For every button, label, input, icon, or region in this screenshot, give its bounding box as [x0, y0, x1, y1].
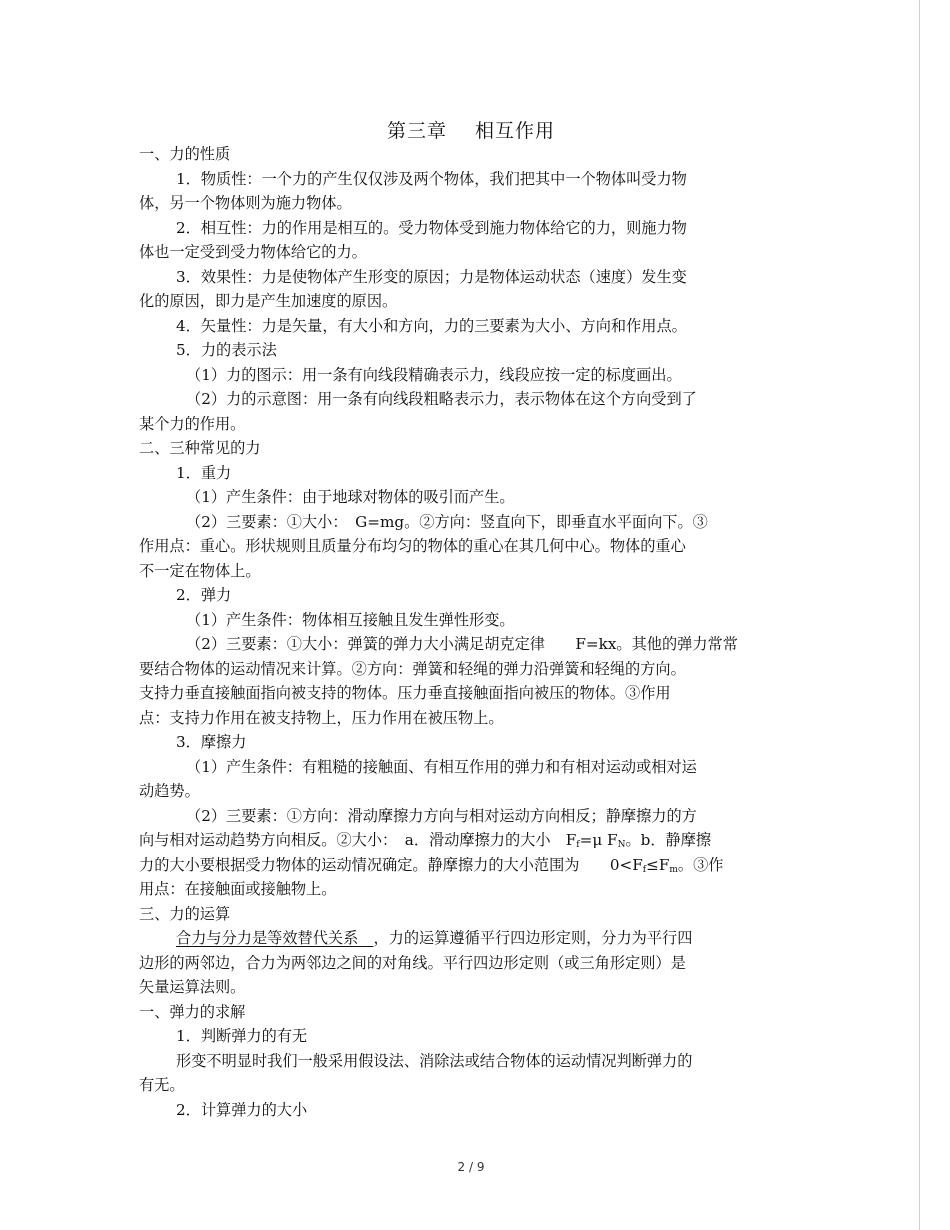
text-line — [0, 608, 950, 633]
text-run: 某个力的作用。 — [139, 414, 246, 433]
text-run: 形变不明显时我们一般采用假设法、消除法或结合物体的运动情况判断弹力的 — [176, 1051, 693, 1070]
text-line — [0, 510, 950, 535]
text-line — [0, 534, 950, 559]
text-line — [0, 142, 950, 167]
text-run: 一、力的性质 — [139, 145, 231, 163]
underlined-text: 合力与分力是等效替代关系 — [176, 929, 374, 947]
text-line — [0, 657, 950, 682]
text-run: （2）力的示意图：用一条有向线段粗略表示力，表示物体在这个方向受到了 — [186, 390, 697, 408]
text-run: 1．判断弹力的有无 — [176, 1027, 308, 1045]
text-run: 5．力的表示法 — [176, 341, 277, 359]
text-line — [0, 853, 950, 878]
text-line — [0, 1049, 950, 1074]
subscript: N — [617, 840, 626, 850]
text-line — [0, 461, 950, 486]
text-run: （2）三要素：①大小： G=mg。②方向：竖直向下，即垂直水平面向下。③ — [186, 512, 708, 531]
text-line — [0, 902, 950, 927]
text-run: 二、三种常见的力 — [139, 439, 261, 457]
text-line — [0, 363, 950, 388]
text-line — [0, 265, 950, 290]
text-line — [0, 338, 950, 363]
text-line — [0, 559, 950, 584]
text-run: 点：支持力作用在被支持物上，压力作用在被压物上。 — [139, 708, 504, 727]
text-line — [0, 412, 950, 437]
text-line — [0, 1098, 950, 1123]
text-run: 向与相对运动趋势方向相反。②大小： a．滑动摩擦力的大小 F — [139, 831, 577, 849]
subscript: f — [576, 840, 580, 850]
text-line — [0, 877, 950, 902]
text-run: 一、弹力的求解 — [139, 1002, 246, 1021]
text-run: 体，另一个物体则为施力物体。 — [139, 194, 352, 212]
text-run: ，力的运算遵循平行四边形定则，分力为平行四 — [373, 929, 693, 947]
body-text — [0, 142, 950, 1122]
text-line — [0, 779, 950, 804]
chapter-number: 第三章 — [386, 120, 447, 142]
text-run: 矢量运算法则。 — [139, 978, 246, 996]
text-run: 3．摩擦力 — [176, 733, 247, 751]
subscript: m — [669, 864, 678, 875]
text-run: （1）力的图示：用一条有向线段精确表示力，线段应按一定的标度画出。 — [186, 365, 682, 384]
text-run: 。b．静摩擦 — [625, 831, 712, 849]
text-run: （1）产生条件：有粗糙的接触面、有相互作用的弹力和有相对运动或相对运 — [186, 757, 697, 776]
text-run: 用点：在接触面或接触物上。 — [139, 880, 337, 898]
text-run: 化的原因，即力是产生加速度的原因。 — [139, 292, 398, 310]
text-line — [0, 632, 950, 657]
text-line — [0, 167, 950, 192]
text-line — [0, 314, 950, 339]
chapter-title — [0, 116, 942, 143]
text-run: 。③作 — [677, 855, 724, 874]
text-run: 1．重力 — [176, 463, 232, 482]
text-line — [0, 951, 950, 976]
text-line — [0, 1000, 950, 1025]
text-run: ≤F — [646, 855, 670, 874]
text-line — [0, 485, 950, 510]
text-run: 2．弹力 — [176, 586, 232, 604]
text-run: 要结合物体的运动情况来计算。②方向：弹簧和轻绳的弹力沿弹簧和轻绳的方向。 — [139, 659, 686, 678]
text-line — [0, 804, 950, 829]
text-run: 体也一定受到受力物体给它的力。 — [139, 243, 367, 261]
text-run: 1．物质性：一个力的产生仅仅涉及两个物体，我们把其中一个物体叫受力物 — [176, 169, 687, 188]
text-line — [0, 755, 950, 780]
text-run: （1）产生条件：由于地球对物体的吸引而产生。 — [186, 488, 515, 506]
text-line — [0, 240, 950, 265]
page-number: 2 / 9 — [457, 1160, 485, 1174]
text-run: 4．矢量性：力是矢量，有大小和方向，力的三要素为大小、方向和作用点。 — [176, 316, 687, 335]
text-line — [0, 191, 950, 216]
text-run: 力的大小要根据受力物体的运动情况确定。静摩擦力的大小范围为 0<F — [139, 855, 643, 874]
text-line — [0, 1073, 950, 1098]
text-run: 2．计算弹力的大小 — [176, 1100, 308, 1119]
text-run: （1）产生条件：物体相互接触且发生弹性形变。 — [186, 610, 515, 629]
text-line — [0, 289, 950, 314]
text-run: 有无。 — [139, 1076, 185, 1094]
text-run: 作用点：重心。形状规则且质量分布均匀的物体的重心在其几何中心。物体的重心 — [139, 537, 686, 555]
text-line — [0, 828, 950, 853]
text-line — [0, 436, 950, 461]
text-run: 3．效果性：力是使物体产生形变的原因；力是物体运动状态（速度）发生变 — [176, 267, 687, 286]
text-line — [0, 681, 950, 706]
text-run: 动趋势。 — [139, 782, 200, 800]
text-run: 不一定在物体上。 — [139, 561, 261, 580]
chapter-name: 相互作用 — [475, 120, 556, 142]
text-run: 三、力的运算 — [139, 904, 231, 923]
text-line — [0, 216, 950, 241]
text-run: （2）三要素：①方向：滑动摩擦力方向与相对运动方向相反；静摩擦力的方 — [186, 806, 697, 825]
subscript: f — [642, 864, 647, 875]
text-run: 边形的两邻边，合力为两邻边之间的对角线。平行四边形定则（或三角形定则）是 — [139, 953, 686, 972]
text-run: （2）三要素：①大小：弹簧的弹力大小满足胡克定律 F=kx。其他的弹力常常 — [186, 635, 738, 653]
text-line — [0, 730, 950, 755]
text-line — [0, 583, 950, 608]
text-run: =μ F — [579, 831, 618, 849]
text-run: 2．相互性：力的作用是相互的。受力物体受到施力物体给它的力，则施力物 — [176, 218, 687, 237]
text-line — [0, 387, 950, 412]
text-line — [0, 1024, 950, 1049]
text-line — [0, 706, 950, 731]
text-run: 支持力垂直接触面指向被支持的物体。压力垂直接触面指向被压的物体。③作用 — [139, 684, 671, 702]
text-line — [0, 975, 950, 1000]
text-line — [0, 926, 950, 951]
